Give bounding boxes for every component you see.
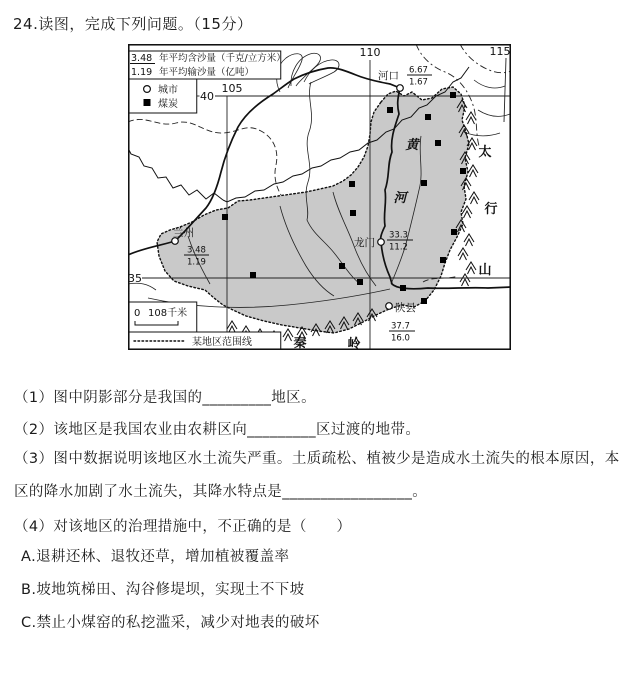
- legend-coal-label: 煤炭: [158, 99, 178, 110]
- question-1: （1）图中阴影部分是我国的_________地区。: [14, 390, 316, 406]
- taihang-char-1: 太: [478, 145, 492, 160]
- loess-plateau-map: [128, 44, 511, 350]
- question-title: 24.读图，完成下列问题。（15分）: [13, 15, 253, 33]
- question-4: （4）对该地区的治理措施中，不正确的是（ ）: [14, 519, 352, 535]
- city-icon: [144, 86, 151, 93]
- legend-sediment-label-bottom: 年平均输沙量（亿吨）: [159, 67, 255, 78]
- lon-105-label: 105: [221, 82, 243, 95]
- legend-symbols: [129, 79, 197, 113]
- scale-distance-label: 108千米: [148, 308, 188, 319]
- qinling-char-2: 岭: [347, 337, 361, 350]
- station-longmen-label: 龙门: [354, 237, 375, 249]
- taihang-char-3: 山: [478, 263, 492, 278]
- option-c: C.禁止小煤窑的私挖滥采，减少对地表的破坏: [21, 615, 320, 631]
- yellow-river-char-2: 河: [393, 191, 407, 206]
- range-line-label: 某地区范围线: [192, 337, 252, 348]
- taihang-char-2: 行: [484, 202, 498, 217]
- station-shanxian-label: 陕县: [395, 302, 416, 314]
- option-a: A.退耕还林、退牧还草，增加植被覆盖率: [21, 549, 290, 565]
- station-shanxian-silt: 37.7: [391, 321, 410, 332]
- scale-zero-label: 0: [134, 308, 141, 319]
- scale-bar: [129, 302, 197, 332]
- yellow-river-char-1: 黄: [405, 138, 419, 153]
- station-hekou-silt: 6.67: [409, 65, 428, 76]
- lon-110-label: 110: [359, 46, 381, 59]
- map-figure: [128, 44, 511, 350]
- lat-35-label: 35: [128, 272, 142, 285]
- legend-sediment: [129, 51, 286, 79]
- coal-icon: [144, 99, 151, 106]
- station-lanzhou-silt: 3.48: [187, 245, 206, 256]
- station-longmen-silt: 33.3: [389, 230, 408, 241]
- station-lanzhou-label: 兰州: [173, 227, 194, 239]
- lat-40-label: 40: [200, 90, 214, 103]
- qinling-char-1: 秦: [293, 336, 307, 350]
- station-hekou-label: 河口: [378, 70, 399, 82]
- legend-range-line: [129, 332, 281, 349]
- legend-sediment-value-bottom: 1.19: [131, 67, 153, 78]
- legend-sediment-label-top: 年平均含沙量（千克/立方米）: [159, 53, 286, 64]
- station-lanzhou-transport: 1.19: [187, 257, 206, 268]
- question-2: （2）该地区是我国农业由农耕区向_________区过渡的地带。: [14, 422, 421, 438]
- station-hekou-transport: 1.67: [409, 77, 428, 88]
- station-longmen-transport: 11.2: [389, 242, 408, 253]
- legend-city-label: 城市: [158, 85, 178, 96]
- station-shanxian-transport: 16.0: [391, 333, 410, 344]
- option-b: B.坡地筑梯田、沟谷修堤坝，实现土不下坡: [21, 582, 305, 598]
- legend-sediment-value-top: 3.48: [131, 53, 153, 64]
- lon-115-label: 115: [489, 45, 511, 58]
- question-3: （3）图中数据说明该地区水土流失严重。土质疏松、植被少是造成水土流失的根本原因，本区的降水加剧了水土流失，其降水特点是_________________。: [14, 451, 620, 500]
